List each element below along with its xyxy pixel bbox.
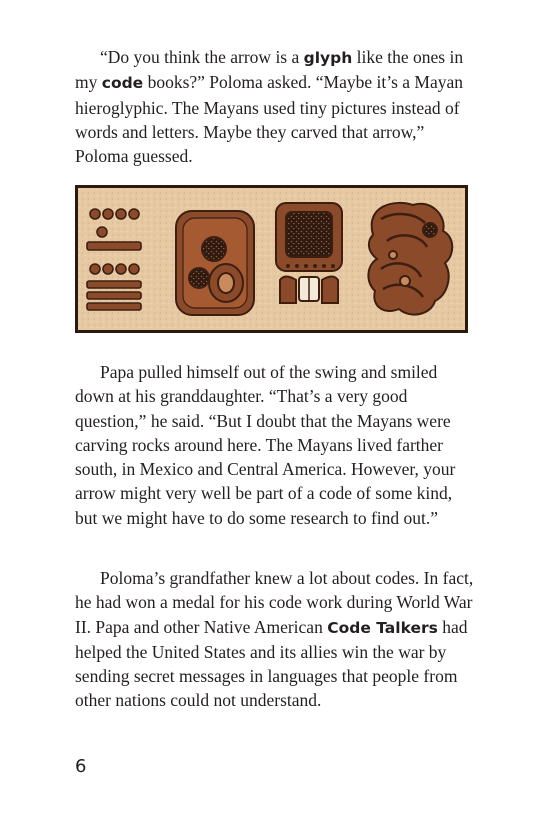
glossary-term: Code Talkers bbox=[327, 618, 438, 637]
serpent-glyph bbox=[368, 203, 452, 315]
paragraph-2 bbox=[75, 360, 475, 530]
text-segment: Papa pulled himself out of the swing and smiled down at his granddaughter. “That’s a very good question,” he said. “But I doubt that the Mayans were carving rocks around here. The Mayans lived farther south, in Mexico and Central America. However, your arrow might very well be part of a code of some kind, but we might have to do some research to find out.” bbox=[75, 362, 456, 528]
mayan-glyphs-illustration bbox=[75, 185, 468, 333]
paragraph-1 bbox=[75, 45, 475, 168]
text-segment: books?” Poloma asked. “Maybe it’s a Mayan hieroglyphic. The Mayans used tiny pictures instead of words and letters. Maybe they carved that arrow,” Poloma guessed. bbox=[75, 72, 463, 167]
head-glyph bbox=[176, 211, 254, 315]
paragraph-3 bbox=[75, 566, 475, 713]
text-segment: “Do you think the arrow is a bbox=[100, 47, 304, 67]
text-segment: like the ones in my bbox=[75, 47, 464, 93]
face-glyph bbox=[276, 203, 342, 303]
text-segment: had helped the United States and its allies win the war by sending secret messages in languages that people from other nations could not understand. bbox=[75, 616, 468, 711]
text-segment: Poloma’s grandfather knew a lot about codes. In fact, he had won a medal for his code work during World War II. Papa and other Native American bbox=[75, 568, 474, 637]
glossary-term: glyph bbox=[303, 49, 353, 67]
page-number: 6 bbox=[75, 756, 87, 777]
glossary-term: code bbox=[101, 74, 144, 93]
